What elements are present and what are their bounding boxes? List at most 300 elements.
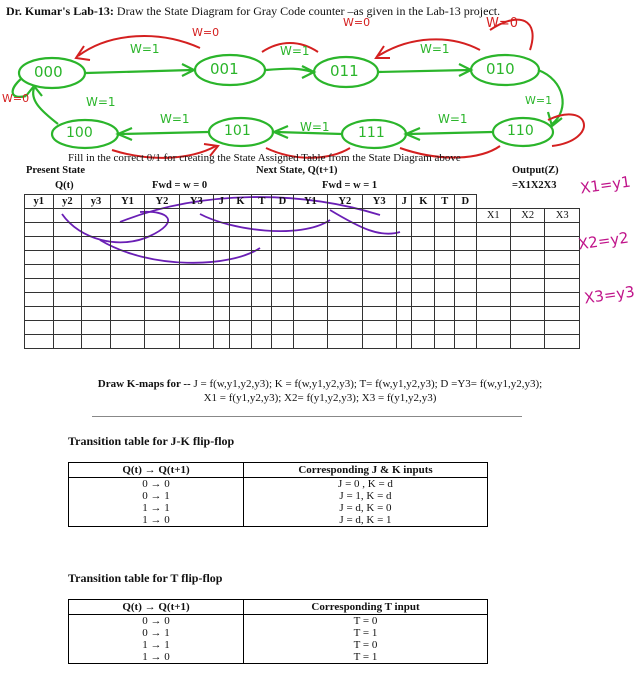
arrow-110-111 xyxy=(406,128,492,140)
t-q: 0 → 1 xyxy=(69,627,244,639)
state-label-100: 100 xyxy=(66,125,93,141)
column-header: y3 xyxy=(82,195,111,209)
output-col-label: X2 xyxy=(510,209,544,223)
column-header: Y2 xyxy=(145,195,179,209)
table-cell[interactable] xyxy=(145,209,179,223)
column-header: y1 xyxy=(25,195,54,209)
table-cell[interactable] xyxy=(362,279,396,293)
table-cell[interactable] xyxy=(362,335,396,349)
table-cell[interactable] xyxy=(145,223,179,237)
column-header: D xyxy=(455,195,476,209)
arrow-011-010 xyxy=(378,64,471,76)
table-cell[interactable] xyxy=(476,265,510,279)
table-cell[interactable] xyxy=(252,335,272,349)
jk-row xyxy=(69,478,488,491)
jk-head-right: Corresponding J & K inputs xyxy=(244,463,488,478)
table-cell[interactable] xyxy=(25,223,54,237)
table-cell[interactable] xyxy=(252,209,272,223)
table-cell[interactable] xyxy=(110,265,144,279)
table-cell[interactable] xyxy=(53,265,82,279)
title-bold: Dr. Kumar's Lab-13: xyxy=(6,4,114,18)
table-cell[interactable] xyxy=(179,223,213,237)
table-cell[interactable] xyxy=(82,321,111,335)
table-cell[interactable] xyxy=(435,237,455,251)
table-cell[interactable] xyxy=(53,209,82,223)
t-v: T = 1 xyxy=(244,651,488,664)
state-label-011: 011 xyxy=(330,62,359,80)
table-cell[interactable] xyxy=(272,335,293,349)
qt-label: Q(t) xyxy=(55,180,74,191)
table-cell[interactable] xyxy=(252,321,272,335)
table-cell[interactable] xyxy=(82,223,111,237)
table-cell[interactable] xyxy=(214,335,230,349)
side-eq-x1: X1=y1 xyxy=(578,172,632,198)
table-cell[interactable] xyxy=(110,293,144,307)
table-cell[interactable] xyxy=(396,237,412,251)
table-cell[interactable] xyxy=(272,321,293,335)
kmap-line1: J = f(w,y1,y2,y3); K = f(w,y1,y2,y3); T= f(w,y1,y2,y3); D =Y3= f(w,y1,y2,y3); xyxy=(190,378,543,390)
table-cell[interactable] xyxy=(510,293,544,307)
table-cell[interactable] xyxy=(455,293,476,307)
table-cell[interactable] xyxy=(272,265,293,279)
column-header: K xyxy=(412,195,435,209)
table-cell[interactable] xyxy=(293,279,327,293)
state-table-row xyxy=(25,223,580,237)
table-cell[interactable] xyxy=(53,237,82,251)
column-header: J xyxy=(396,195,412,209)
kmap-line2: X1 = f(y1,y2,y3); X2= f(y1,y2,y3); X3 = f(y1,y2,y3) xyxy=(203,392,437,404)
table-cell[interactable] xyxy=(435,321,455,335)
table-cell[interactable] xyxy=(25,293,54,307)
table-cell[interactable] xyxy=(293,293,327,307)
table-cell[interactable] xyxy=(362,223,396,237)
table-cell[interactable] xyxy=(272,209,293,223)
t-q: 1 → 0 xyxy=(69,651,244,664)
side-eq-x3: X3=y3 xyxy=(582,282,636,308)
arrow-101-100 xyxy=(118,128,208,140)
table-cell[interactable] xyxy=(396,293,412,307)
table-cell[interactable] xyxy=(179,251,213,265)
column-header: Y1 xyxy=(293,195,327,209)
table-cell[interactable] xyxy=(145,335,179,349)
kmap-instructions xyxy=(40,377,600,405)
table-cell[interactable] xyxy=(82,293,111,307)
state-table-row xyxy=(25,335,580,349)
table-cell[interactable] xyxy=(435,335,455,349)
table-cell[interactable] xyxy=(179,237,213,251)
table-cell[interactable] xyxy=(328,335,362,349)
jk-v: J = d, K = 0 xyxy=(244,502,488,514)
table-cell[interactable] xyxy=(328,321,362,335)
table-cell[interactable] xyxy=(545,251,580,265)
jk-q: 0 → 1 xyxy=(69,490,244,502)
table-cell[interactable] xyxy=(293,251,327,265)
table-cell[interactable] xyxy=(214,321,230,335)
table-cell[interactable] xyxy=(82,209,111,223)
table-cell[interactable] xyxy=(53,279,82,293)
table-cell[interactable] xyxy=(412,307,435,321)
table-cell[interactable] xyxy=(455,237,476,251)
table-cell[interactable] xyxy=(476,223,510,237)
t-head-right: Corresponding T input xyxy=(244,600,488,615)
t-v: T = 0 xyxy=(244,639,488,651)
table-cell[interactable] xyxy=(110,251,144,265)
table-cell[interactable] xyxy=(145,293,179,307)
table-cell[interactable] xyxy=(293,209,327,223)
table-cell[interactable] xyxy=(214,293,230,307)
table-cell[interactable] xyxy=(412,251,435,265)
table-cell[interactable] xyxy=(328,265,362,279)
table-cell[interactable] xyxy=(53,251,82,265)
table-cell[interactable] xyxy=(229,265,252,279)
table-cell[interactable] xyxy=(362,307,396,321)
t-row xyxy=(69,615,488,628)
jk-row xyxy=(69,514,488,527)
table-cell[interactable] xyxy=(476,279,510,293)
table-cell[interactable] xyxy=(476,237,510,251)
t-row xyxy=(69,639,488,651)
table-cell[interactable] xyxy=(328,307,362,321)
table-cell[interactable] xyxy=(412,209,435,223)
instruction: Fill in the correct 0/1 for creating the State Assigned Table from the State Diagram above xyxy=(68,152,461,164)
table-cell[interactable] xyxy=(252,237,272,251)
table-cell[interactable] xyxy=(53,335,82,349)
state-table-row xyxy=(25,307,580,321)
table-cell[interactable] xyxy=(545,335,580,349)
jk-title: Transition table for J-K flip-flop xyxy=(68,434,235,448)
table-cell[interactable] xyxy=(435,293,455,307)
column-header: D xyxy=(272,195,293,209)
table-cell[interactable] xyxy=(82,335,111,349)
jk-v: J = d, K = 1 xyxy=(244,514,488,527)
table-cell[interactable] xyxy=(53,321,82,335)
annot-w1-f: W=1 xyxy=(160,112,190,126)
table-cell[interactable] xyxy=(25,307,54,321)
table-cell[interactable] xyxy=(145,321,179,335)
table-cell[interactable] xyxy=(455,321,476,335)
t-q: 1 → 1 xyxy=(69,639,244,651)
column-header: y2 xyxy=(53,195,82,209)
arrow-100-000 xyxy=(26,86,58,124)
table-cell[interactable] xyxy=(82,279,111,293)
table-cell[interactable] xyxy=(545,321,580,335)
table-cell[interactable] xyxy=(545,279,580,293)
table-cell[interactable] xyxy=(328,237,362,251)
table-cell[interactable] xyxy=(145,237,179,251)
table-cell[interactable] xyxy=(214,251,230,265)
state-label-111: 111 xyxy=(358,125,385,141)
table-cell[interactable] xyxy=(510,279,544,293)
table-cell[interactable] xyxy=(229,223,252,237)
table-cell[interactable] xyxy=(328,279,362,293)
table-cell[interactable] xyxy=(362,237,396,251)
table-cell[interactable] xyxy=(53,307,82,321)
state-label-000: 000 xyxy=(34,63,63,81)
jk-head-row xyxy=(69,463,488,478)
jk-q: 0 → 0 xyxy=(69,478,244,491)
table-cell[interactable] xyxy=(293,321,327,335)
table-cell[interactable] xyxy=(362,209,396,223)
table-cell[interactable] xyxy=(396,209,412,223)
output-col-header xyxy=(476,195,579,209)
table-cell[interactable] xyxy=(82,251,111,265)
column-header: Y1 xyxy=(110,195,144,209)
table-cell[interactable] xyxy=(272,307,293,321)
jk-q: 1 → 0 xyxy=(69,514,244,527)
annot-w1-g: W=1 xyxy=(300,120,330,134)
table-cell[interactable] xyxy=(396,223,412,237)
table-cell[interactable] xyxy=(293,307,327,321)
table-cell[interactable] xyxy=(412,223,435,237)
t-q: 0 → 0 xyxy=(69,615,244,628)
table-cell[interactable] xyxy=(510,223,544,237)
table-cell[interactable] xyxy=(110,223,144,237)
table-cell[interactable] xyxy=(25,321,54,335)
table-cell[interactable] xyxy=(25,251,54,265)
table-cell[interactable] xyxy=(476,293,510,307)
table-cell[interactable] xyxy=(272,279,293,293)
fwd-w1-label: Fwd = w = 1 xyxy=(322,180,378,191)
output-eq-label: =X1X2X3 xyxy=(512,180,557,191)
table-cell[interactable] xyxy=(110,279,144,293)
table-cell[interactable] xyxy=(53,293,82,307)
table-cell[interactable] xyxy=(229,237,252,251)
table-cell[interactable] xyxy=(362,265,396,279)
jk-table xyxy=(68,462,488,527)
table-cell[interactable] xyxy=(110,321,144,335)
table-cell[interactable] xyxy=(179,293,213,307)
table-cell[interactable] xyxy=(293,335,327,349)
table-cell[interactable] xyxy=(272,293,293,307)
t-title: Transition table for T flip-flop xyxy=(68,571,223,585)
table-cell[interactable] xyxy=(110,307,144,321)
t-row xyxy=(69,627,488,639)
table-cell[interactable] xyxy=(328,209,362,223)
table-cell[interactable] xyxy=(455,251,476,265)
table-cell[interactable] xyxy=(545,293,580,307)
table-cell[interactable] xyxy=(252,293,272,307)
state-table-row xyxy=(25,251,580,265)
table-cell[interactable] xyxy=(476,307,510,321)
table-cell[interactable] xyxy=(435,223,455,237)
annot-w0-c: W=0 xyxy=(486,16,519,31)
table-cell[interactable] xyxy=(412,279,435,293)
table-cell[interactable] xyxy=(25,335,54,349)
t-table xyxy=(68,599,488,664)
table-cell[interactable] xyxy=(214,209,230,223)
jk-row xyxy=(69,490,488,502)
t-v: T = 1 xyxy=(244,627,488,639)
table-cell[interactable] xyxy=(412,265,435,279)
t-head-left: Q(t) → Q(t+1) xyxy=(69,600,244,615)
table-cell[interactable] xyxy=(53,223,82,237)
table-cell[interactable] xyxy=(510,237,544,251)
table-cell[interactable] xyxy=(362,321,396,335)
table-cell[interactable] xyxy=(293,237,327,251)
table-cell[interactable] xyxy=(214,237,230,251)
annot-w1-c: W=1 xyxy=(420,42,450,56)
table-cell[interactable] xyxy=(110,237,144,251)
table-cell[interactable] xyxy=(328,223,362,237)
table-cell[interactable] xyxy=(229,335,252,349)
next-state-label: Next State, Q(t+1) xyxy=(256,165,338,176)
table-cell[interactable] xyxy=(293,223,327,237)
table-cell[interactable] xyxy=(510,265,544,279)
table-cell[interactable] xyxy=(396,307,412,321)
table-cell[interactable] xyxy=(293,265,327,279)
table-cell[interactable] xyxy=(179,209,213,223)
t-row xyxy=(69,651,488,664)
state-label-110: 110 xyxy=(507,123,534,139)
table-cell[interactable] xyxy=(435,307,455,321)
state-assigned-table xyxy=(24,194,580,349)
table-cell[interactable] xyxy=(82,237,111,251)
annot-w1-b: W=1 xyxy=(280,44,310,58)
table-cell[interactable] xyxy=(545,237,580,251)
table-cell[interactable] xyxy=(25,209,54,223)
table-cell[interactable] xyxy=(229,209,252,223)
table-cell[interactable] xyxy=(396,321,412,335)
state-table-row xyxy=(25,279,580,293)
table-cell[interactable] xyxy=(229,321,252,335)
table-cell[interactable] xyxy=(435,265,455,279)
jk-v: J = 0 , K = d xyxy=(244,478,488,491)
table-cell[interactable] xyxy=(396,251,412,265)
annot-w1-a: W=1 xyxy=(130,42,160,56)
table-cell[interactable] xyxy=(455,223,476,237)
table-cell[interactable] xyxy=(362,251,396,265)
table-cell[interactable] xyxy=(179,335,213,349)
table-cell[interactable] xyxy=(272,223,293,237)
table-cell[interactable] xyxy=(145,307,179,321)
column-header: K xyxy=(229,195,252,209)
table-cell[interactable] xyxy=(476,251,510,265)
table-cell[interactable] xyxy=(545,265,580,279)
state-label-101: 101 xyxy=(224,123,251,139)
divider xyxy=(92,416,522,417)
table-cell[interactable] xyxy=(179,279,213,293)
table-cell[interactable] xyxy=(455,209,476,223)
table-cell[interactable] xyxy=(476,321,510,335)
table-cell[interactable] xyxy=(435,251,455,265)
jk-row xyxy=(69,502,488,514)
table-cell[interactable] xyxy=(455,307,476,321)
table-cell[interactable] xyxy=(545,307,580,321)
column-header: Y3 xyxy=(179,195,213,209)
table-cell[interactable] xyxy=(229,293,252,307)
fwd-w0-label: Fwd = w = 0 xyxy=(152,180,208,191)
table-cell[interactable] xyxy=(252,307,272,321)
table-cell[interactable] xyxy=(396,265,412,279)
table-cell[interactable] xyxy=(510,335,544,349)
table-cell[interactable] xyxy=(272,251,293,265)
arrow-000-001 xyxy=(86,64,194,76)
jk-q: 1 → 1 xyxy=(69,502,244,514)
table-cell[interactable] xyxy=(82,307,111,321)
table-cell[interactable] xyxy=(110,209,144,223)
table-cell[interactable] xyxy=(25,279,54,293)
side-eq-x2: X2=y2 xyxy=(576,228,630,254)
table-cell[interactable] xyxy=(476,335,510,349)
table-cell[interactable] xyxy=(25,265,54,279)
table-cell[interactable] xyxy=(396,335,412,349)
table-cell[interactable] xyxy=(25,237,54,251)
table-cell[interactable] xyxy=(455,335,476,349)
table-cell[interactable] xyxy=(252,223,272,237)
table-cell[interactable] xyxy=(328,293,362,307)
jk-v: J = 1, K = d xyxy=(244,490,488,502)
table-cell[interactable] xyxy=(110,335,144,349)
annot-w1-e: W=1 xyxy=(86,95,116,109)
column-header: T xyxy=(435,195,455,209)
state-table-row xyxy=(25,237,580,251)
table-cell[interactable] xyxy=(455,279,476,293)
table-cell[interactable] xyxy=(362,293,396,307)
table-cell[interactable] xyxy=(179,265,213,279)
title-text: Draw the State Diagram for Gray Code counter –as given in the Lab-13 project. xyxy=(113,4,501,18)
table-cell[interactable] xyxy=(412,321,435,335)
table-cell[interactable] xyxy=(545,223,580,237)
table-cell[interactable] xyxy=(179,321,213,335)
table-cell[interactable] xyxy=(214,223,230,237)
table-cell[interactable] xyxy=(396,279,412,293)
column-header: Y3 xyxy=(362,195,396,209)
table-cell[interactable] xyxy=(229,307,252,321)
table-cell[interactable] xyxy=(229,251,252,265)
annot-w1-h: W=1 xyxy=(438,112,468,126)
annot-w0-b: W=0 xyxy=(343,16,371,29)
output-col-label: X3 xyxy=(545,209,580,223)
table-cell[interactable] xyxy=(252,265,272,279)
table-cell[interactable] xyxy=(510,307,544,321)
column-header: T xyxy=(252,195,272,209)
present-state-label: Present State xyxy=(26,165,85,176)
table-cell[interactable] xyxy=(412,237,435,251)
t-v: T = 0 xyxy=(244,615,488,628)
annot-w1-d: W=1 xyxy=(525,94,553,107)
table-cell[interactable] xyxy=(272,237,293,251)
table-cell[interactable] xyxy=(145,265,179,279)
table-cell[interactable] xyxy=(229,279,252,293)
table-cell[interactable] xyxy=(510,321,544,335)
table-cell[interactable] xyxy=(145,251,179,265)
table-cell[interactable] xyxy=(179,307,213,321)
state-label-001: 001 xyxy=(210,60,239,78)
table-cell[interactable] xyxy=(455,265,476,279)
kmap-line1-bold: Draw K-maps for -- xyxy=(97,378,191,390)
table-cell[interactable] xyxy=(214,265,230,279)
annot-w0-d: W=0 xyxy=(2,92,30,105)
jk-head-left: Q(t) → Q(t+1) xyxy=(69,463,244,478)
table-cell[interactable] xyxy=(214,307,230,321)
arrow-001-011 xyxy=(266,66,314,78)
table-cell[interactable] xyxy=(412,335,435,349)
table-cell[interactable] xyxy=(435,209,455,223)
state-table-row xyxy=(25,265,580,279)
table-cell[interactable] xyxy=(435,279,455,293)
table-cell[interactable] xyxy=(252,279,272,293)
table-cell[interactable] xyxy=(412,293,435,307)
table-cell[interactable] xyxy=(328,251,362,265)
table-cell[interactable] xyxy=(145,279,179,293)
table-cell[interactable] xyxy=(252,251,272,265)
state-table-header-row xyxy=(25,195,580,209)
state-table-row xyxy=(25,209,580,223)
table-cell[interactable] xyxy=(214,279,230,293)
table-cell[interactable] xyxy=(510,251,544,265)
column-header: J xyxy=(214,195,230,209)
table-cell[interactable] xyxy=(82,265,111,279)
